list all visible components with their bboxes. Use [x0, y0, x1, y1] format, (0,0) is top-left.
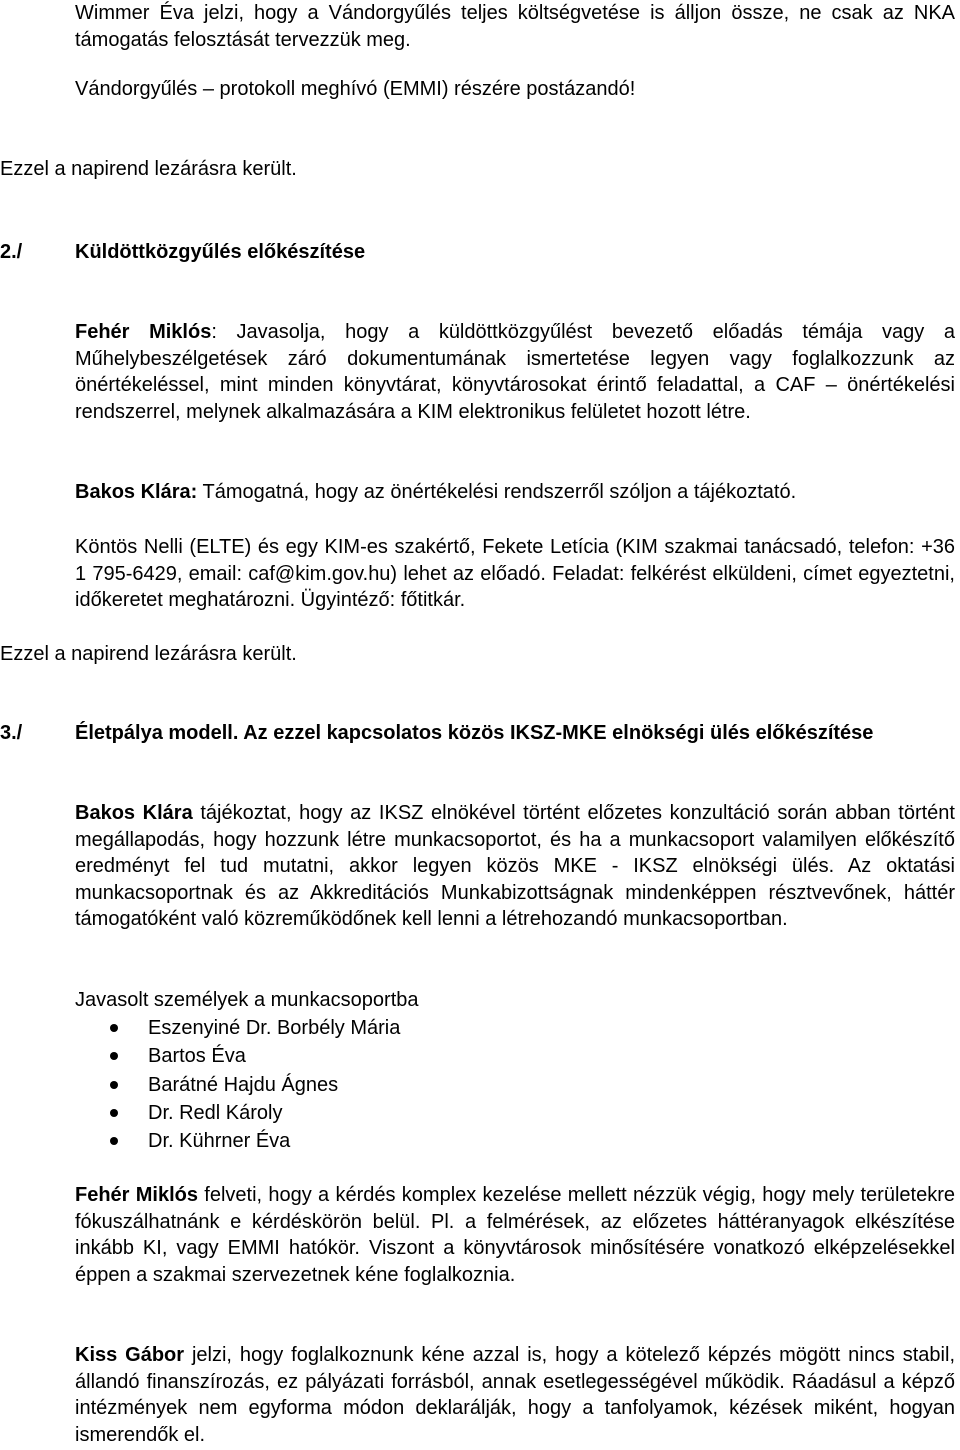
paragraph-kiss: Kiss Gábor jelzi, hogy foglalkoznunk kéne azzal is, hogy a kötelező képzés mögött nincs stabil, állandó finanszírozás, ez pályázati forrásból, annak esetlegességével működik. Ráadásul a képző intézmények nem egyforma módon deklarálják, hogy a tanfolyamok, kézések miként, hogyan ismerendők el. — [75, 1344, 955, 1446]
closing-line-2: Ezzel a napirend lezárásra került. — [0, 643, 297, 665]
paragraph-bakos-2: Bakos Klára tájékoztat, hogy az IKSZ elnökével történt előzetes konzultáció során abban történt megállapodás, hogy hozzunk létre munkacsoportot, és ha a munkacsoport valamilyen előkészítő eredményt fel tud mutatni, akkor legyen közös MKE - IKSZ elnökségi ülés. Az oktatási munkacsoportnak és az Akkreditációs Munkabizottságnak mindenképpen résztvevőnek, háttér támogatóként való közreműködőnek kell lenni a létrehozandó munkacsoportban. — [75, 802, 955, 930]
section-heading-2 — [0, 239, 955, 267]
section-number: 2./ — [0, 241, 23, 263]
paragraph-feher-1: Fehér Miklós: Javasolja, hogy a küldöttközgyűlést bevezető előadás témája vagy a Műhelybeszélgetések záró dokumentumának ismertetése legyen vagy foglalkozzunk az önértékeléssel, mint minden könyvtárat, könyvtárosokat érintő feladattal, a CAF – önértékelési rendszerrel, melynek alkalmazására a KIM elektronikus felületet hozott létre. — [75, 321, 955, 423]
speaker-name: Bakos Klára: — [75, 481, 198, 503]
list-intro: Javasolt személyek a munkacsoportba — [75, 989, 419, 1011]
bullet-icon — [110, 1137, 118, 1145]
section-title: Küldöttközgyűlés előkészítése — [75, 241, 366, 263]
bullet-icon — [110, 1109, 118, 1117]
speaker-name: Fehér Miklós — [75, 321, 212, 343]
paragraph-speakers: Köntös Nelli (ELTE) és egy KIM-es szakértő, Fekete Letícia (KIM szakmai tanácsadó, telefon: +36 1 795-6429, email: caf@kim.gov.hu) lehet az előadó. Feladat: felkérést elküldeni, címet egyeztetni, időkeretet meghatározni. Ügyintéző: főtitkár. — [75, 536, 955, 611]
speaker-name: Kiss Gábor — [75, 1344, 185, 1366]
bullet-icon — [110, 1024, 118, 1032]
bullet-icon — [110, 1081, 118, 1089]
document-page: Wimmer Éva jelzi, hogy a Vándorgyűlés teljes költségvetése is álljon össze, ne csak az NKA támogatás felosztását tervezzük meg. Vándorgyűlés – protokoll meghívó (EMMI) részére postázandó! Ezzel a napirend lezárásra került. 2./ Küldöttközgyűlés előkészítése Fehér Miklós: Javasolja, hogy a küldöttközgyűlést bevezető előadás témája vagy a Műhelybeszélgetések záró dokumentumának ismertetése legyen vagy foglalkozzunk az önértékeléssel, mint minden könyvtárat, könyvtárosokat érintő feladattal, a CAF – önértékelési rendszerrel, melynek alkalmazására a KIM elektronikus felületet hozott létre. Bakos Klára: Támogatná, hogy az önértékelési rendszerről szóljon a tájékoztató. Köntös Nelli (ELTE) és egy KIM-es szakértő, Fekete Letícia (KIM szakmai tanácsadó, telefon: +36 1 795-6429, email: caf@kim.gov.hu) lehet az előadó. Feladat: felkérést elküldeni, címet egyeztetni, időkeretet meghatározni. Ügyintéző: főtitkár. Ezzel a napirend lezárásra került. 3./ Életpálya modell. Az ezzel kapcsolatos közös IKSZ-MKE elnökségi ülés előkészítése Bakos Klára tájékoztat, hogy az IKSZ elnökével történt előzetes konzultáció során abban történt megállapodás, hogy hozzunk létre munkacsoportot, és ha a munkacsoport valamilyen előkészítő eredményt fel tud mutatni, akkor legyen közös MKE - IKSZ elnökségi ülés. Az oktatási munkacsoportnak és az Akkreditációs Munkabizottságnak mindenképpen résztvevőnek, háttér támogatóként való közreműködőnek kell lenni a létrehozandó munkacsoportban. Javasolt személyek a munkacsoportba Eszenyiné Dr. Borbély Mária Bartos Éva Barátné Hajdu Ágnes Dr. Redl Károly Dr. Kührner Éva Fehér Miklós felveti, hogy a kérdés komplex kezelése mellett nézzük végig, hogy mely területekre fókuszálhatnánk e kérdéskörön belül. Pl. a felmérések, az előzetes háttéranyagok elkészítése inkább KI, vagy EMMI hatókör. Viszont a könyvtárosok minősítésére vonatkozó elképzelésekkel éppen a szakmai szervezetnek kéne foglalkoznia. Kiss Gábor jelzi, hogy foglalkoznunk kéne azzal is, hogy a kötelező képzés mögött nincs stabil, állandó finanszírozás, ez pályázati forrásból, annak esetlegességével működik. Ráadásul a képző intézmények nem egyforma módon deklarálják, hogy a tanfolyamok, kézések miként, hogyan ismerendők el. — [0, 0, 960, 1450]
speaker-name: Bakos Klára — [75, 802, 193, 824]
paragraph-protocol-invite: Vándorgyűlés – protokoll meghívó (EMMI) részére postázandó! — [75, 78, 636, 100]
speaker-name: Fehér Miklós — [75, 1184, 198, 1206]
paragraph-feher-2: Fehér Miklós felveti, hogy a kérdés komplex kezelése mellett nézzük végig, hogy mely területekre fókuszálhatnánk e kérdéskörön belül. Pl. a felmérések, az előzetes háttéranyagok elkészítése inkább KI, vagy EMMI hatókör. Viszont a könyvtárosok minősítésére vonatkozó elképzelésekkel éppen a szakmai szervezetnek kéne foglalkoznia. — [75, 1184, 955, 1286]
paragraph-bakos-1: Bakos Klára: Támogatná, hogy az önértékelési rendszerről szóljon a tájékoztató. — [75, 481, 797, 503]
section-title: Életpálya modell. Az ezzel kapcsolatos közös IKSZ-MKE elnökségi ülés előkészítése — [75, 722, 874, 744]
closing-line-1: Ezzel a napirend lezárásra került. — [0, 158, 297, 180]
section-number: 3./ — [0, 722, 23, 744]
section-heading-3 — [0, 720, 955, 776]
bullet-icon — [110, 1052, 118, 1060]
paragraph-budget: Wimmer Éva jelzi, hogy a Vándorgyűlés teljes költségvetése is álljon össze, ne csak az NKA támogatás felosztását tervezzük meg. — [75, 2, 955, 51]
